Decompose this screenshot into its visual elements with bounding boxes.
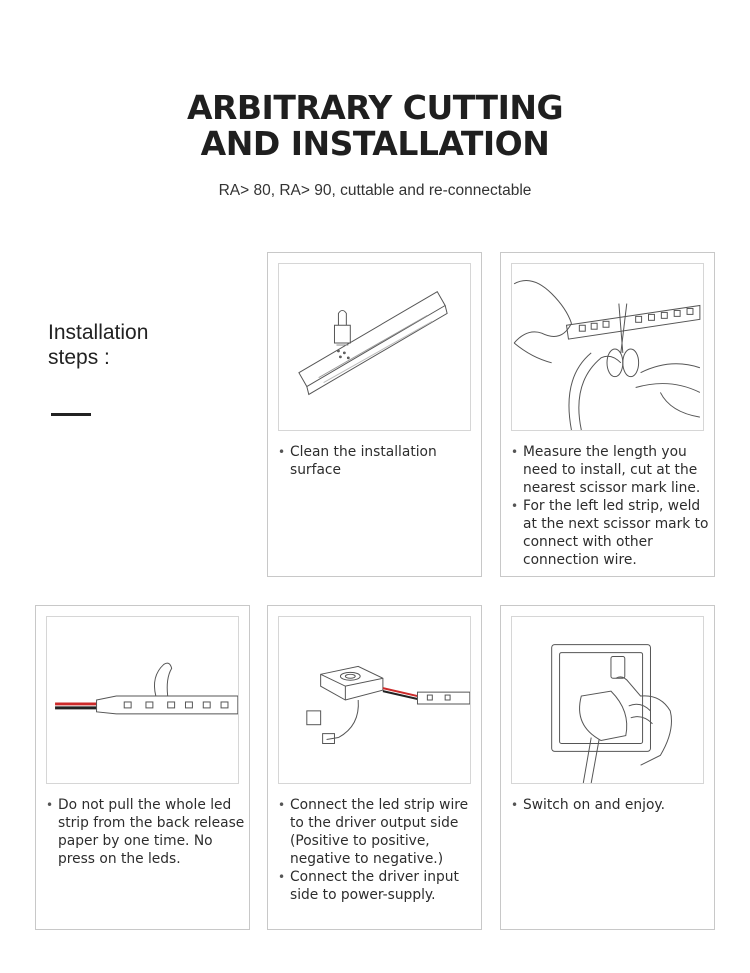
step-item: Connect the led strip wire to the driver output side (Positive to positive, negative to negative.) — [290, 797, 469, 867]
heading-divider — [51, 413, 91, 416]
page-title-line-1: ARBITRARY CUTTING — [186, 88, 564, 127]
step-text-clean: • Clean the installation surface — [278, 444, 437, 478]
step-item: Do not pull the whole led strip from the back release paper by one time. No press on the leds. — [58, 797, 245, 867]
step-card-connect — [267, 605, 482, 930]
step-text-peel: • Do not pull the whole led strip from the back release paper by one time. No press on the leds. — [46, 797, 245, 867]
step-card-peel — [35, 605, 250, 930]
step-item: Connect the driver input side to power-supply. — [290, 869, 459, 903]
step-text-cut: • Measure the length you need to install, cut at the nearest scissor mark line. • For the left led strip, weld at the next scissor mark to connect with other connection wire. — [511, 444, 709, 568]
step-item: For the left led strip, weld at the next scissor mark to connect with other connection wire. — [523, 498, 709, 568]
steps-heading-line-1: Installation — [48, 321, 149, 344]
cutting-strip-illustration — [511, 263, 704, 431]
steps-heading-line-2: steps : — [48, 346, 110, 369]
step-item: Clean the installation surface — [290, 444, 437, 478]
step-item: Switch on and enjoy. — [523, 797, 666, 813]
cleaning-surface-illustration — [278, 263, 471, 431]
power-switch-illustration — [511, 616, 704, 784]
led-strip-illustration — [46, 616, 239, 784]
step-item: Measure the length you need to install, cut at the nearest scissor mark line. — [523, 444, 701, 496]
step-card-cut — [500, 252, 715, 577]
step-card-clean — [267, 252, 482, 577]
page-subtitle: RA> 80, RA> 90, cuttable and re-connectable — [218, 182, 532, 199]
step-text-connect: • Connect the led strip wire to the driver output side (Positive to positive, negative to negative.) • Connect the driver input side to power-supply. — [278, 797, 469, 903]
page-title-line-2: AND INSTALLATION — [200, 124, 550, 163]
driver-connection-illustration — [278, 616, 471, 784]
installation-steps-heading — [48, 320, 148, 370]
step-card-switch-on — [500, 605, 715, 930]
step-text-switch-on: • Switch on and enjoy. — [511, 797, 666, 813]
